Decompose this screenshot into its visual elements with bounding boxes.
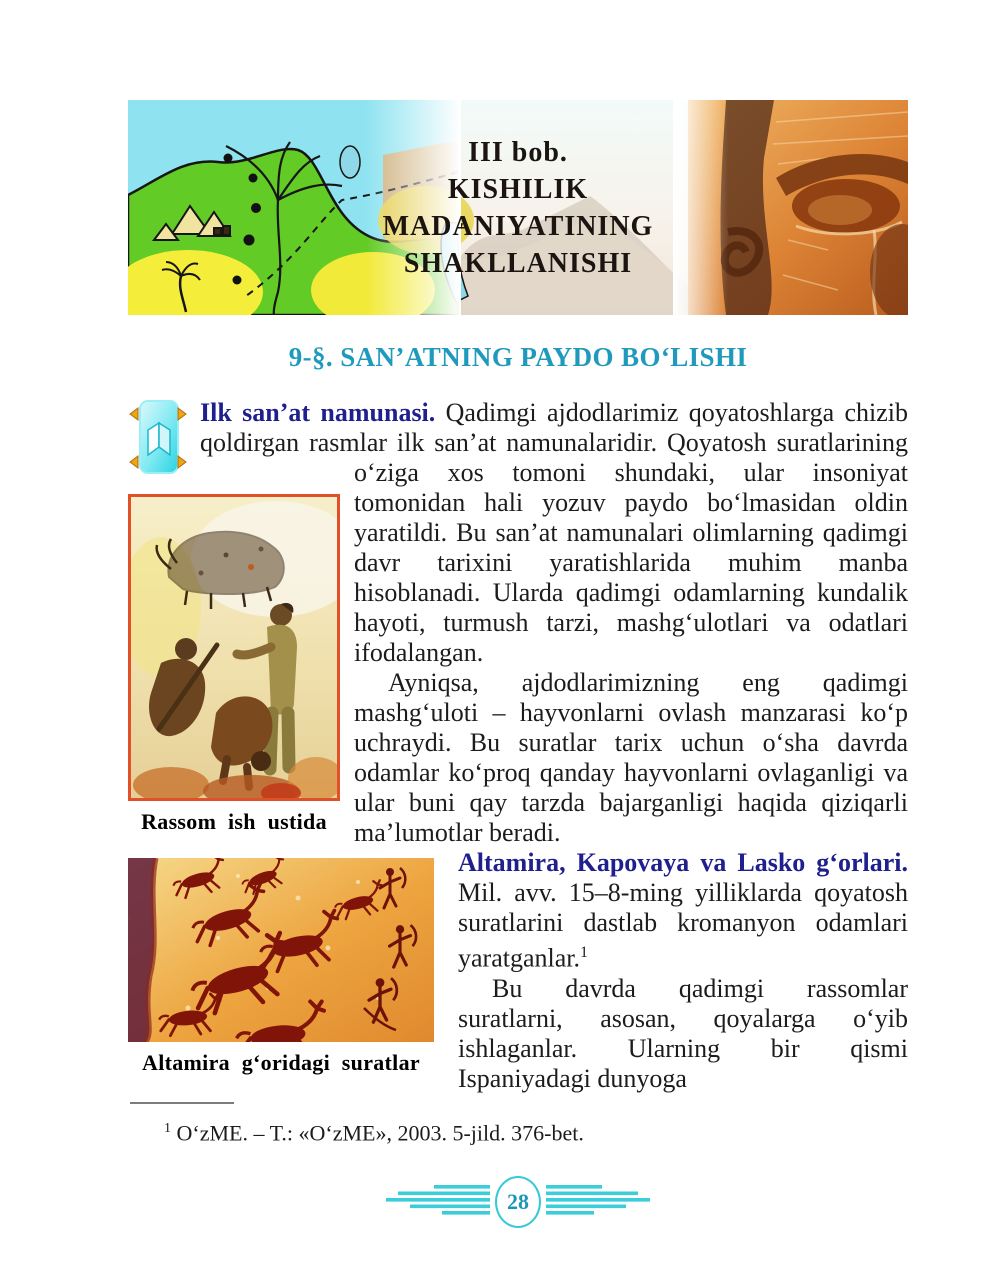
- figure-image-cave-artist: [128, 494, 340, 801]
- figure-image-altamira: [128, 858, 434, 1042]
- paragraph-1-text: Qadimgi ajdodlarimiz qoyatoshlarga chizib qoldirgan rasmlar ilk san’at namunalaridir. Qoyatosh suratlarining o‘ziga xos tomoni shundaki, ular insoniyat tomonidan hali yozuv paydo bo‘lmasidan oldin yaratildi. Bu san’at namunalari olimlarning qadimgi davr tarixini yaratishlarida muhim manba hisoblanadi. Ularda qadimgi odamlarning kundalik hayoti, turmush tarzi, mashg‘ulotlari va odatlari ifodalangan.: [200, 398, 909, 667]
- figure-altamira: [128, 858, 434, 1076]
- page-number-ornament: [128, 1176, 908, 1228]
- section-title: 9-§. SAN’ATNING PAYDO BO‘LISHI: [288, 342, 748, 372]
- chapter-title-line: III bob.: [468, 137, 568, 168]
- wing-left-icon: [378, 1185, 490, 1219]
- footnote-text: O‘zME. – T.: «O‘zME», 2003. 5-jild. 376-bet.: [176, 1119, 584, 1145]
- figure-cave-artist: [128, 494, 340, 835]
- paragraph-2: Ayniqsa, ajdodlarimizning eng qadimgi mashg‘uloti – hayvonlarni ovlash manzarasi ko‘p uchraydi. Bu suratlar tarix uchun o‘sha davrda odamlar ko‘proq qanday hayvonlarni ovlaganligi va ular buni qay tarzda bajarganligi haqida qiziqarli ma’lumotlar beradi.: [354, 668, 908, 847]
- footnote-marker: 1: [164, 1120, 171, 1136]
- chapter-title-line: MADANIYATINING: [382, 211, 654, 242]
- chapter-banner: [128, 100, 908, 315]
- paragraph-3-text: Mil. avv. 15–8-ming yilliklarda qoyatosh suratlarini dastlab kromanyon odamlari yaratganlar.: [458, 878, 908, 973]
- footnote-reference: 1: [580, 944, 588, 961]
- page-number: 28: [495, 1176, 541, 1228]
- footnote-divider: [130, 1102, 234, 1104]
- footnote: [128, 1116, 908, 1146]
- banner-chapter-title: [346, 134, 690, 282]
- footnote-block: [128, 1094, 908, 1146]
- lead-heading-altamira: Altamira, Kapovaya va Lasko g‘orlari.: [458, 848, 908, 877]
- chapter-title-line: KISHILIK: [447, 174, 589, 205]
- article-body: [128, 398, 908, 1228]
- figure-caption: Rassom ish ustida: [141, 809, 327, 834]
- paragraph-4: Bu davrda qadimgi rassomlar suratlarni, asosan, qoyalarga o‘yib ishlaganlar. Ularning bir qismi Ispaniyadagi dunyoga: [458, 973, 908, 1093]
- figure-caption: Altamira g‘oridagi suratlar: [142, 1050, 420, 1075]
- wing-right-icon: [546, 1185, 658, 1219]
- book-icon: [128, 398, 188, 476]
- lead-heading-ilk-sanat: Ilk san’at namunasi.: [200, 398, 436, 427]
- chapter-title-line: SHAKLLANISHI: [403, 248, 633, 279]
- banner-statue-illustration: [673, 100, 908, 315]
